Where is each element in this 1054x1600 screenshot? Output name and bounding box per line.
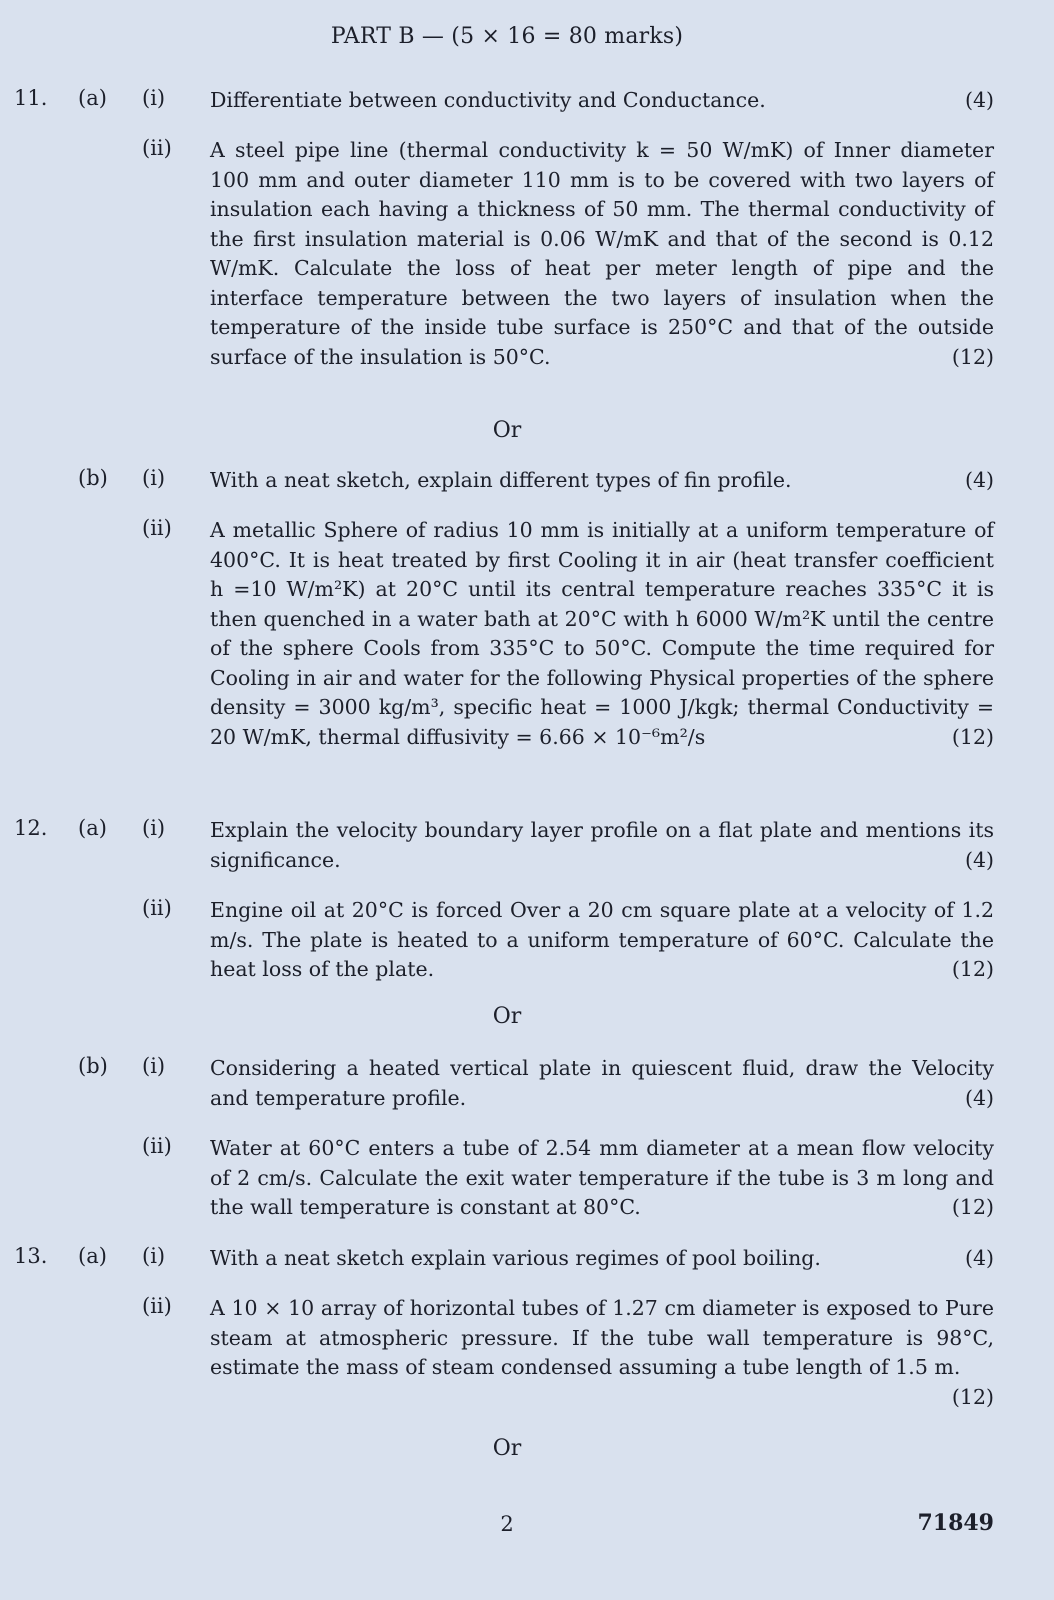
question-text: Water at 60°C enters a tube of 2.54 mm diameter at a mean flow velocity of 2 cm/s. Calculate the exit water temperature if the tube is 3 m long and the wall temperature is constant at 80°C. (12) xyxy=(210,1134,994,1223)
part-label: (a) xyxy=(78,816,107,840)
marks: (4) xyxy=(964,1085,994,1110)
sub-label: (ii) xyxy=(142,896,172,920)
sub-label: (i) xyxy=(142,86,166,110)
question-text: (4) With a neat sketch explain various regimes of pool boiling. xyxy=(210,1244,994,1274)
or-separator: Or xyxy=(492,418,522,443)
part-label: (a) xyxy=(78,86,107,110)
sub-label: (i) xyxy=(142,466,166,490)
part-label: (a) xyxy=(78,1244,107,1268)
part-label: (b) xyxy=(78,466,108,490)
question-text: Considering a heated vertical plate in quiescent fluid, draw the Velocity and temperature profile. (4) xyxy=(210,1054,994,1113)
sub-label: (ii) xyxy=(142,516,172,540)
question-number: 13. xyxy=(14,1244,48,1268)
marks: (12) xyxy=(951,724,994,749)
page-number: 2 xyxy=(500,1512,514,1536)
question-text: A 10 × 10 array of horizontal tubes of 1.27 cm diameter is exposed to Pure steam at atmospheric pressure. If the tube wall temperature is 98°C, estimate the mass of steam condensed assuming a tube length of 1.5 m. (12) xyxy=(210,1294,994,1412)
sub-label: (i) xyxy=(142,1054,166,1078)
marks: (12) xyxy=(951,957,994,981)
or-separator: Or xyxy=(492,1004,522,1029)
question-text: Engine oil at 20°C is forced Over a 20 cm square plate at a velocity of 1.2 m/s. The plate is heated to a uniform temperature of 60°C. Calculate the heat loss of the plate. (12) xyxy=(210,896,994,985)
part-label: (b) xyxy=(78,1054,108,1078)
question-text: (4) With a neat sketch, explain different types of fin profile. xyxy=(210,466,994,496)
marks: (12) xyxy=(951,1384,994,1409)
question-text: (4) Differentiate between conductivity and Conductance. xyxy=(210,86,994,116)
marks: (4) xyxy=(964,88,994,112)
or-separator: Or xyxy=(492,1436,522,1461)
sub-label: (ii) xyxy=(142,1134,172,1158)
marks: (4) xyxy=(964,847,994,872)
question-number: 12. xyxy=(14,816,48,840)
sub-label: (i) xyxy=(142,1244,166,1268)
sub-label: (ii) xyxy=(142,136,172,160)
section-header: PART B — (5 × 16 = 80 marks) xyxy=(330,24,684,49)
marks: (4) xyxy=(964,468,994,492)
sub-label: (i) xyxy=(142,816,166,840)
question-text: A metallic Sphere of radius 10 mm is initially at a uniform temperature of 400°C. It is heat treated by first Cooling it in air (heat transfer coefficient h =10 W/m²K) at 20°C until its central temperature reaches 335°C it is then quenched in a water bath at 20°C with h 6000 W/m²K until the centre of the sphere Cools from 335°C to 50°C. Compute the time required for Cooling in air and water for the following Physical properties of the sphere density = 3000 kg/m³, specific heat = 1000 J/kgk; thermal Conductivity = 20 W/mK, thermal diffusivity = 6.66 × 10⁻⁶m²/s (12) xyxy=(210,516,994,752)
question-text: Explain the velocity boundary layer profile on a flat plate and mentions its significance. (4) xyxy=(210,816,994,875)
marks: (12) xyxy=(951,344,994,369)
question-text: A steel pipe line (thermal conductivity k = 50 W/mK) of Inner diameter 100 mm and outer diameter 110 mm is to be covered with two layers of insulation each having a thickness of 50 mm. The thermal conductivity of the first insulation material is 0.06 W/mK and that of the second is 0.12 W/mK. Calculate the loss of heat per meter length of pipe and the interface temperature between the two layers of insulation when the temperature of the inside tube surface is 250°C and that of the outside surface of the insulation is 50°C. (12) xyxy=(210,136,994,372)
sub-label: (ii) xyxy=(142,1294,172,1318)
paper-code: 71849 xyxy=(917,1510,994,1536)
marks: (4) xyxy=(964,1246,994,1270)
marks: (12) xyxy=(951,1195,994,1219)
question-number: 11. xyxy=(14,86,48,110)
